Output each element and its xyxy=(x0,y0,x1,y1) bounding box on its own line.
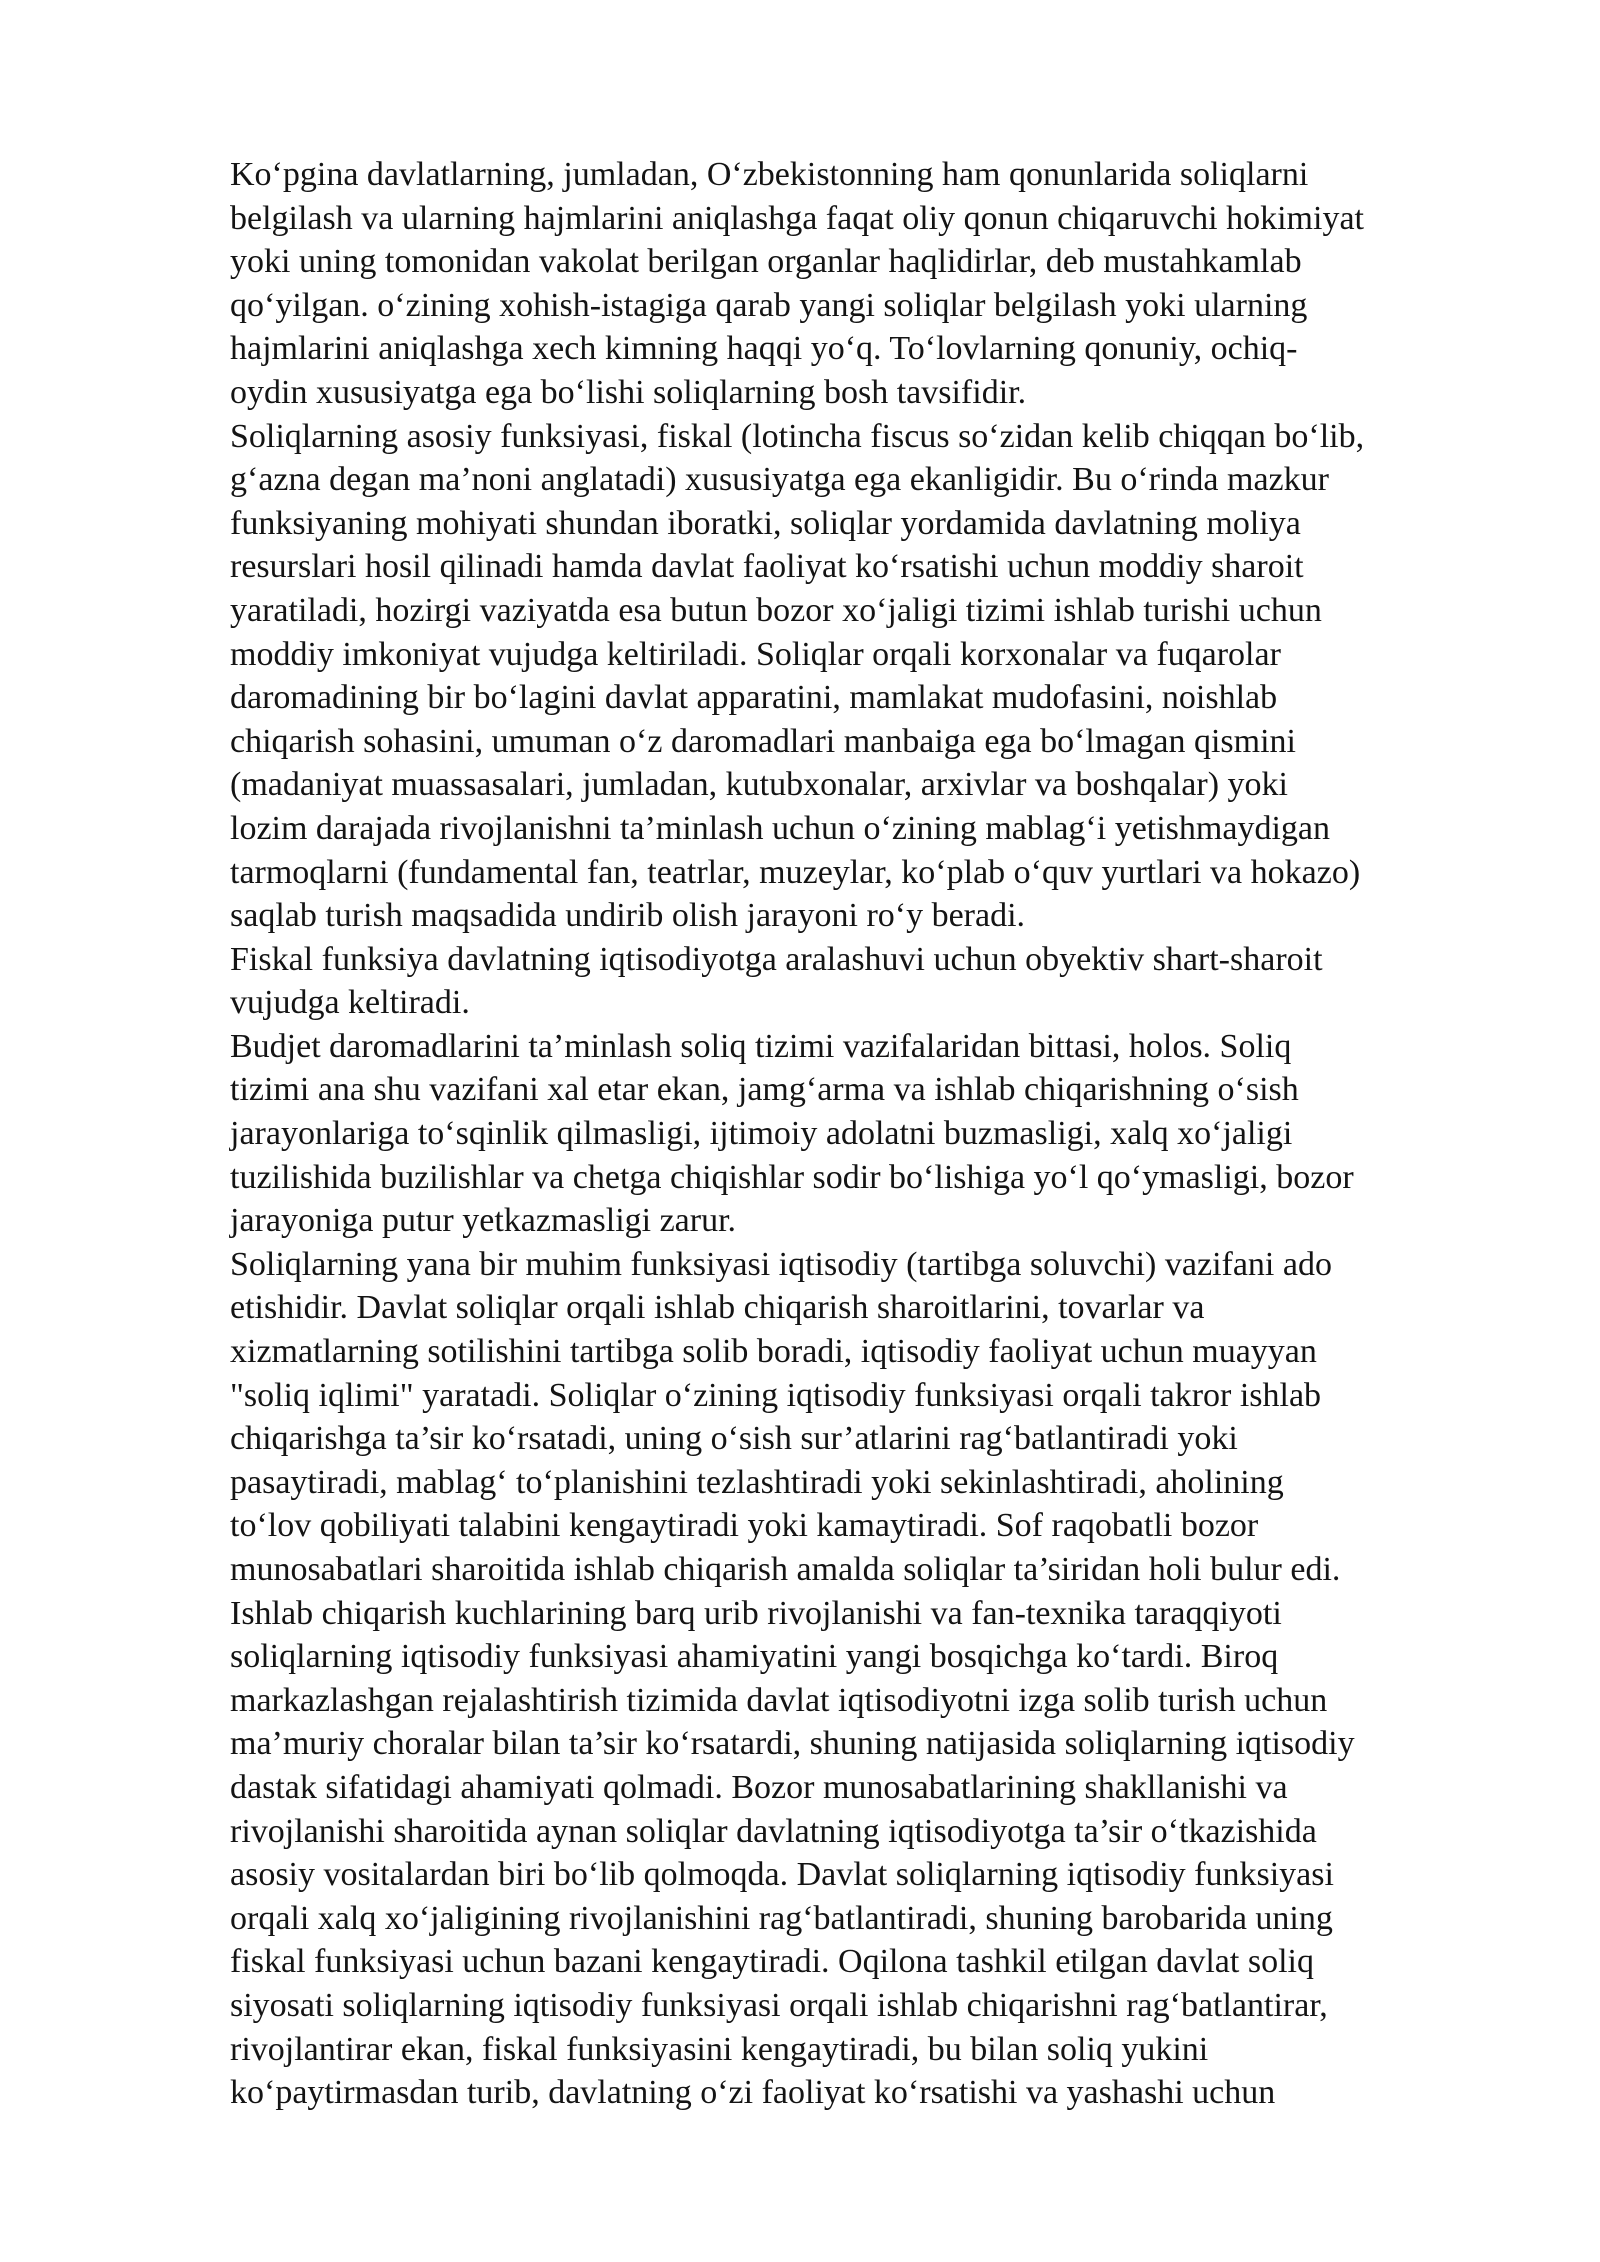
text-line: daromadining bir bo‘lagini davlat apparatini, mamlakat mudofasini, noishlab xyxy=(230,679,1278,717)
text-line: jarayonlariga to‘sqinlik qilmasligi, ijtimoiy adolatni buzmasligi, xalq xo‘jaligi xyxy=(230,1115,1293,1153)
text-line: dastak sifatidagi ahamiyati qolmadi. Bozor munosabatlarining shakllanishi va xyxy=(230,1768,1288,1806)
body-text xyxy=(230,153,1530,2115)
text-line: siyosati soliqlarning iqtisodiy funksiyasi orqali ishlab chiqarishni rag‘batlantirar, xyxy=(230,1986,1328,2024)
text-line: fiskal funksiyasi uchun bazani kengaytiradi. Oqilona tashkil etilgan davlat soliq xyxy=(230,1943,1314,1981)
text-line: asosiy vositalardan biri bo‘lib qolmoqda. Davlat soliqlarning iqtisodiy funksiyasi xyxy=(230,1856,1334,1894)
text-line: funksiyaning mohiyati shundan iboratki, soliqlar yordamida davlatning moliya xyxy=(230,504,1301,542)
text-line: ko‘paytirmasdan turib, davlatning o‘zi faoliyat ko‘rsatishi va yashashi uchun xyxy=(230,2074,1276,2112)
text-line: soliqlarning iqtisodiy funksiyasi ahamiyatini yangi bosqichga ko‘tardi. Biroq xyxy=(230,1638,1279,1676)
text-line: xizmatlarning sotilishini tartibga solib boradi, iqtisodiy faoliyat uchun muayyan xyxy=(230,1333,1317,1371)
text-line: belgilash va ularning hajmlarini aniqlashga faqat oliy qonun chiqaruvchi hokimiyat xyxy=(230,199,1364,237)
text-line: lozim darajada rivojlanishni ta’minlash uchun o‘zining mablag‘i yetishmaydigan xyxy=(230,809,1330,847)
text-line: chiqarish sohasini, umuman o‘z daromadlari manbaiga ega bo‘lmagan qismini xyxy=(230,722,1296,760)
text-line: "soliq iqlimi" yaratadi. Soliqlar o‘zining iqtisodiy funksiyasi orqali takror ishlab xyxy=(230,1376,1322,1414)
text-line: Fiskal funksiya davlatning iqtisodiyotga aralashuvi uchun obyektiv shart-sharoit xyxy=(230,940,1323,978)
text-line: Soliqlarning asosiy funksiyasi, fiskal (lotincha fiscus so‘zidan kelib chiqqan bo‘lib, xyxy=(230,417,1365,455)
text-line: chiqarishga ta’sir ko‘rsatadi, uning o‘sish sur’atlarini rag‘batlantiradi yoki xyxy=(230,1420,1238,1458)
text-line: (madaniyat muassasalari, jumladan, kutubxonalar, arxivlar va boshqalar) yoki xyxy=(230,766,1288,804)
text-line: hajmlarini aniqlashga xech kimning haqqi yo‘q. To‘lovlarning qonuniy, ochiq- xyxy=(230,330,1298,368)
text-line: etishidir. Davlat soliqlar orqali ishlab chiqarish sharoitlarini, tovarlar va xyxy=(230,1289,1205,1327)
text-line: moddiy imkoniyat vujudga keltiriladi. Soliqlar orqali korxonalar va fuqarolar xyxy=(230,635,1281,673)
text-line: to‘lov qobiliyati talabini kengaytiradi yoki kamaytiradi. Sof raqobatli bozor xyxy=(230,1507,1259,1545)
text-line: oydin xususiyatga ega bo‘lishi soliqlarning bosh tavsifidir. xyxy=(230,373,1027,411)
text-line: orqali xalq xo‘jaligining rivojlanishini rag‘batlantiradi, shuning barobarida uning xyxy=(230,1899,1333,1937)
text-line: Ko‘pgina davlatlarning, jumladan, O‘zbekistonning ham qonunlarida soliqlarni xyxy=(230,156,1309,193)
text-line: Budjet daromadlarini ta’minlash soliq tizimi vazifalaridan bittasi, holos. Soliq xyxy=(230,1027,1292,1065)
text-line: pasaytiradi, mablag‘ to‘planishini tezlashtiradi yoki sekinlashtiradi, aholining xyxy=(230,1463,1284,1501)
text-line: Soliqlarning yana bir muhim funksiyasi iqtisodiy (tartibga soluvchi) vazifani ado xyxy=(230,1245,1332,1283)
text-line: jarayoniga putur yetkazmasligi zarur. xyxy=(230,1202,737,1240)
text-line: yaratiladi, hozirgi vaziyatda esa butun bozor xo‘jaligi tizimi ishlab turishi uchun xyxy=(230,591,1322,629)
text-line: g‘azna degan ma’noni anglatadi) xususiyatga ega ekanligidir. Bu o‘rinda mazkur xyxy=(230,461,1329,499)
text-line: ma’muriy choralar bilan ta’sir ko‘rsatardi, shuning natijasida soliqlarning iqtisodiy xyxy=(230,1725,1355,1763)
text-line: tuzilishida buzilishlar va chetga chiqishlar sodir bo‘lishiga yo‘l qo‘ymasligi, bozor xyxy=(230,1158,1354,1196)
text-line: rivojlanishi sharoitida aynan soliqlar davlatning iqtisodiyotga ta’sir o‘tkazishida xyxy=(230,1812,1317,1850)
text-line: resurslari hosil qilinadi hamda davlat faoliyat ko‘rsatishi uchun moddiy sharoit xyxy=(230,548,1304,586)
text-line: markazlashgan rejalashtirish tizimida davlat iqtisodiyotni izga solib turish uchun xyxy=(230,1681,1328,1719)
text-line: qo‘yilgan. o‘zining xohish-istagiga qarab yangi soliqlar belgilash yoki ularning xyxy=(230,286,1308,324)
text-line: vujudga keltiradi. xyxy=(230,984,470,1022)
text-line: tizimi ana shu vazifani xal etar ekan, jamg‘arma va ishlab chiqarishning o‘sish xyxy=(230,1071,1299,1109)
text-line: rivojlantirar ekan, fiskal funksiyasini kengaytiradi, bu bilan soliq yukini xyxy=(230,2030,1209,2068)
text-line: tarmoqlarni (fundamental fan, teatrlar, muzeylar, ko‘plab o‘quv yurtlari va hokazo) xyxy=(230,853,1361,891)
text-line: saqlab turish maqsadida undirib olish jarayoni ro‘y beradi. xyxy=(230,897,1026,935)
text-line: Ishlab chiqarish kuchlarining barq urib rivojlanishi va fan-texnika taraqqiyoti xyxy=(230,1594,1282,1632)
text-line: munosabatlari sharoitida ishlab chiqarish amalda soliqlar ta’siridan holi bulur edi. xyxy=(230,1551,1341,1588)
text-line: yoki uning tomonidan vakolat berilgan organlar haqlidirlar, deb mustahkamlab xyxy=(230,243,1302,281)
